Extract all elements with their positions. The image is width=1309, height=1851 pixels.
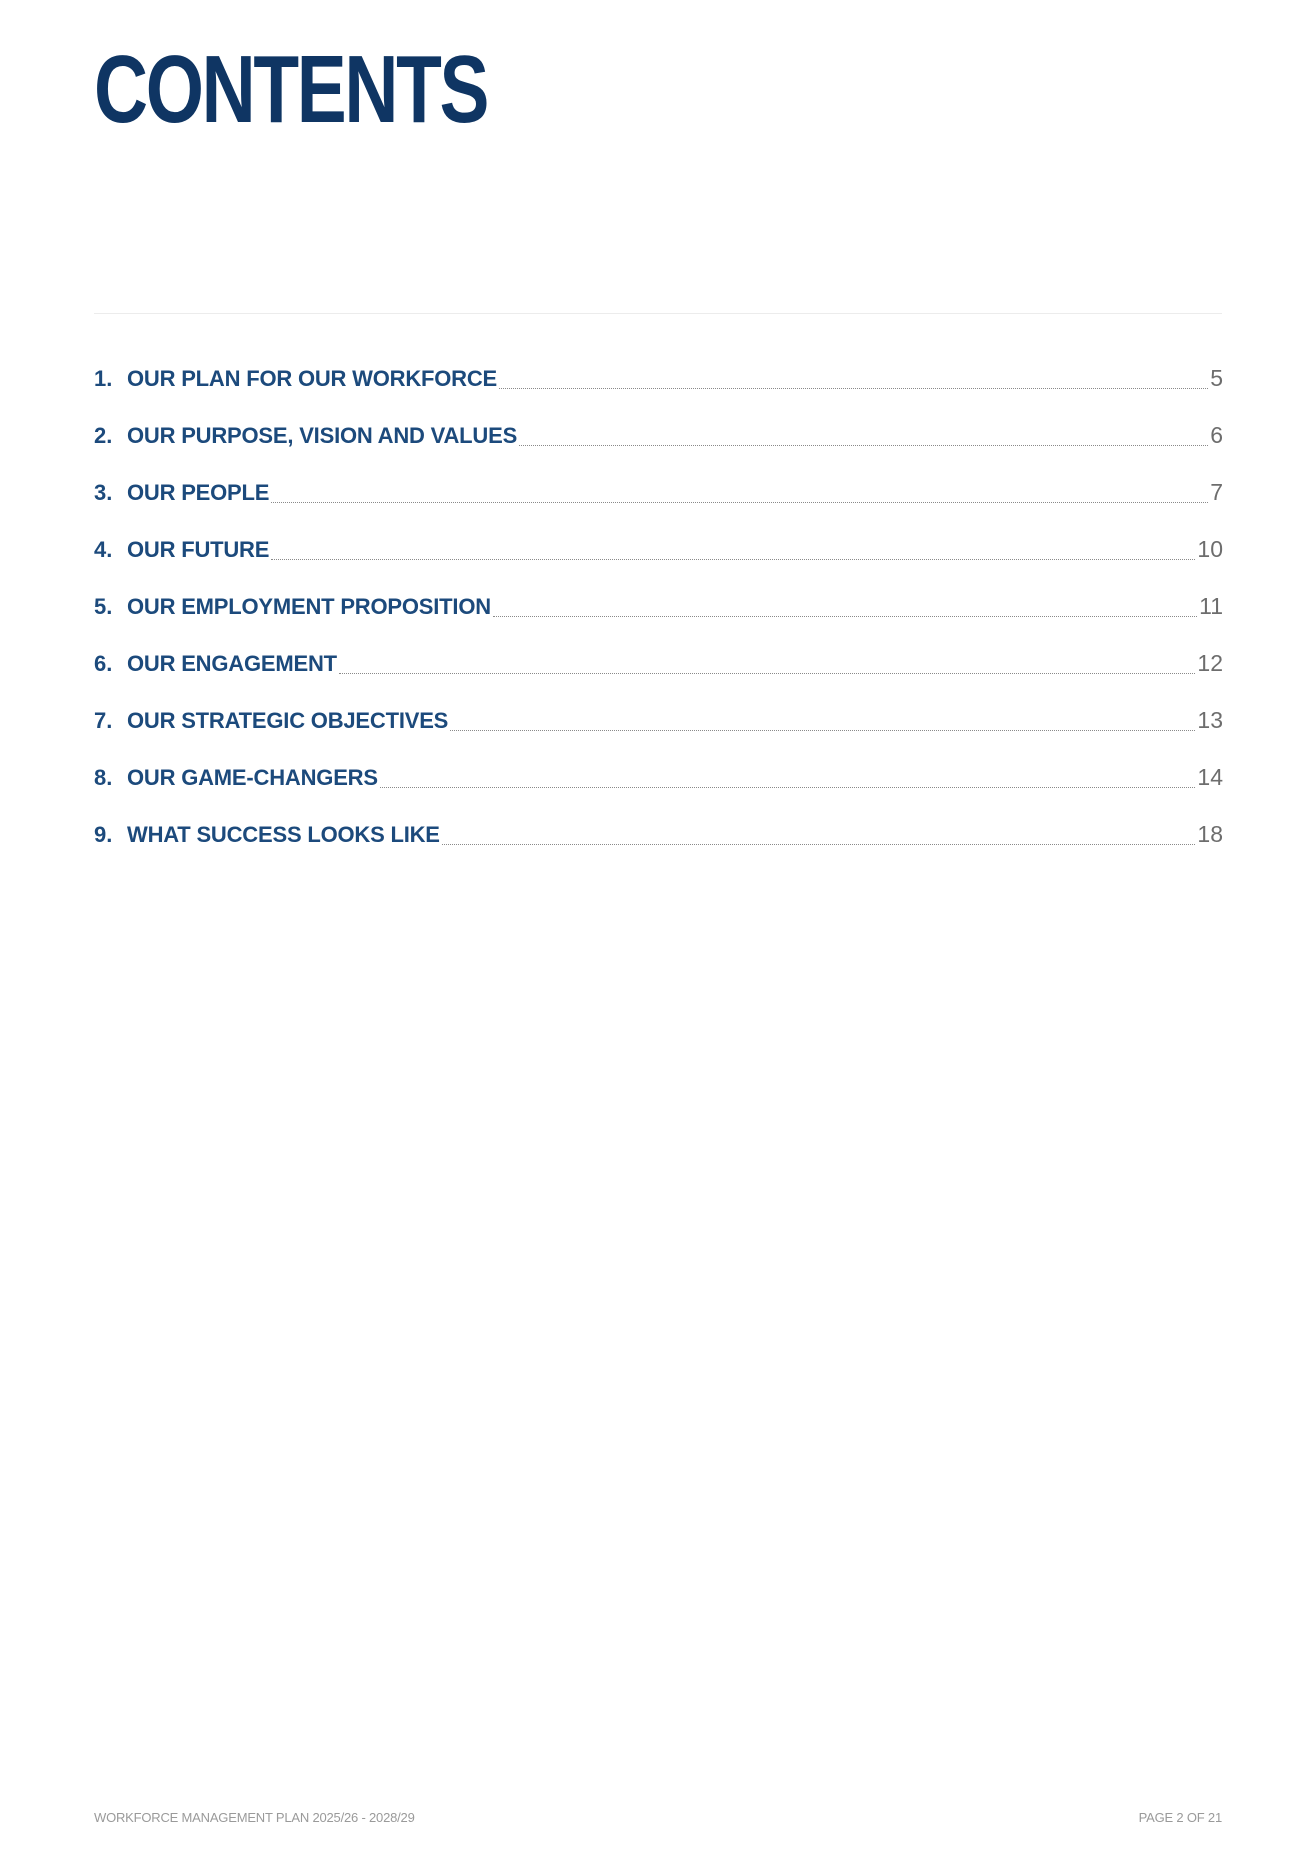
toc-entry-page: 6: [1210, 422, 1223, 448]
toc-entry[interactable]: [94, 449, 1223, 506]
toc-entry-label: OUR PEOPLE: [127, 480, 270, 505]
toc-entry-number: 8.: [94, 765, 113, 790]
toc-leader-dots: [450, 729, 1195, 731]
footer-document-title: WORKFORCE MANAGEMENT PLAN 2025/26 - 2028/29: [94, 1810, 415, 1825]
toc-entry[interactable]: [94, 734, 1223, 791]
toc-entry-number: 7.: [94, 708, 113, 733]
toc-entry-number: 6.: [94, 651, 113, 676]
toc-entry-page: 13: [1197, 707, 1223, 733]
toc-entry[interactable]: [94, 563, 1223, 620]
toc-entry-page: 12: [1197, 650, 1223, 676]
toc-entry-label: WHAT SUCCESS LOOKS LIKE: [127, 822, 440, 847]
toc-entry-number: 9.: [94, 822, 113, 847]
toc-entry-page: 18: [1197, 821, 1223, 847]
toc-entry-page: 14: [1197, 764, 1223, 790]
page-title: CONTENTS: [94, 36, 488, 143]
toc-entry[interactable]: [94, 506, 1223, 563]
toc-entry-number: 4.: [94, 537, 113, 562]
toc-leader-dots: [493, 615, 1197, 617]
toc-leader-dots: [271, 558, 1195, 560]
toc-leader-dots: [271, 501, 1208, 503]
table-of-contents: [94, 335, 1223, 848]
toc-entry-label: OUR PLAN FOR OUR WORKFORCE: [127, 366, 498, 391]
toc-entry-label: OUR EMPLOYMENT PROPOSITION: [127, 594, 491, 619]
toc-entry[interactable]: [94, 335, 1223, 392]
toc-entry-page: 11: [1199, 593, 1223, 619]
toc-entry-label: OUR STRATEGIC OBJECTIVES: [127, 708, 449, 733]
toc-entry-page: 10: [1197, 536, 1223, 562]
toc-entry-label: OUR GAME-CHANGERS: [127, 765, 378, 790]
divider: [94, 313, 1222, 314]
toc-entry-label: OUR ENGAGEMENT: [127, 651, 337, 676]
toc-leader-dots: [442, 843, 1196, 845]
toc-entry[interactable]: [94, 791, 1223, 848]
toc-leader-dots: [499, 387, 1208, 389]
toc-entry-label: OUR FUTURE: [127, 537, 270, 562]
toc-entry-page: 7: [1210, 479, 1223, 505]
toc-leader-dots: [380, 786, 1196, 788]
toc-leader-dots: [519, 444, 1208, 446]
toc-entry-number: 3.: [94, 480, 113, 505]
toc-entry[interactable]: [94, 620, 1223, 677]
toc-entry-number: 5.: [94, 594, 113, 619]
toc-entry[interactable]: [94, 392, 1223, 449]
footer-page-indicator: PAGE 2 OF 21: [1138, 1810, 1222, 1825]
toc-entry-label: OUR PURPOSE, VISION AND VALUES: [127, 423, 518, 448]
toc-entry-page: 5: [1210, 365, 1223, 391]
toc-leader-dots: [339, 672, 1196, 674]
toc-entry-number: 2.: [94, 423, 113, 448]
toc-entry[interactable]: [94, 677, 1223, 734]
toc-entry-number: 1.: [94, 366, 113, 391]
